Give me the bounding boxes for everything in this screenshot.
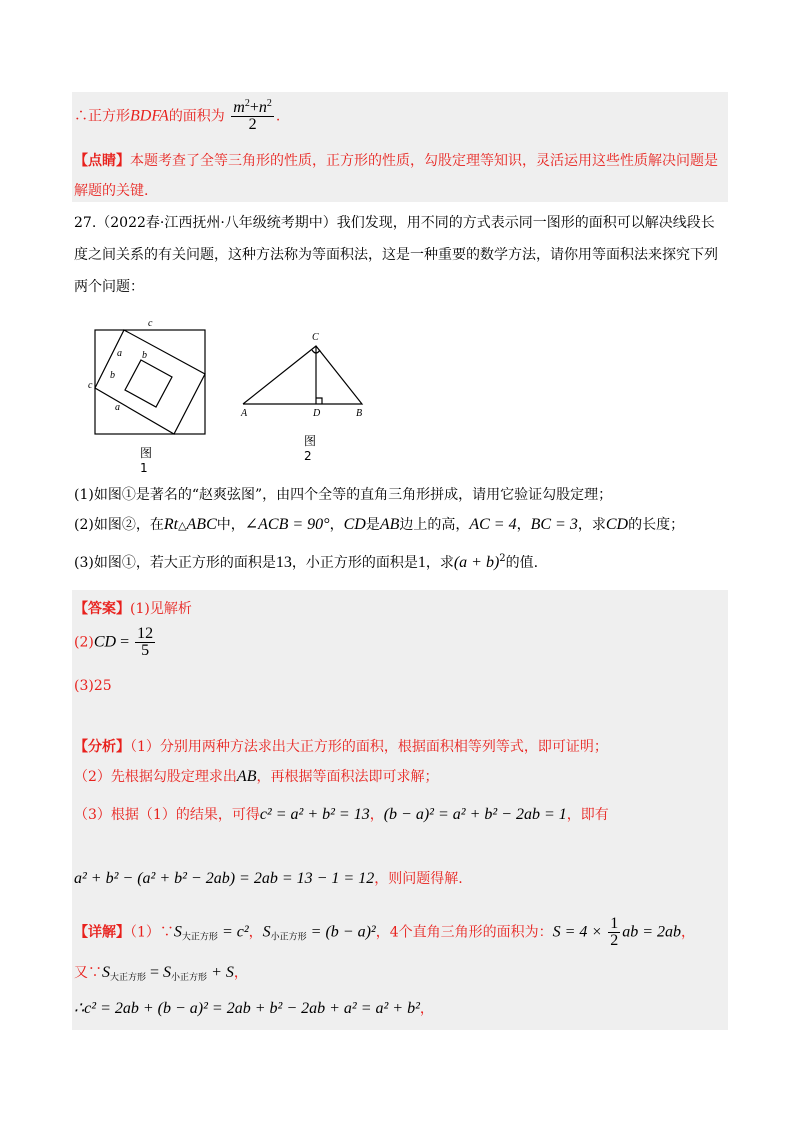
figure-svg: [88, 316, 388, 466]
answer-line-1: 【答案】(1)见解析: [74, 601, 192, 617]
fig1-label-b2: b: [110, 370, 115, 381]
half-fraction: $\frac{1}{2}$: [610, 915, 619, 949]
fig2-label-D: D: [313, 408, 321, 419]
sub-question-2: (2)如图②，在Rt△ABC中，∠ACB = 90°，CD是AB边上的高，AC = 4，BC = 3，求CD的长度；: [74, 516, 685, 533]
analysis-line-4: a² + b² − (a² + b² − 2ab) = 2ab = 13 − 1 = 12，则问题得解.: [74, 870, 463, 887]
question-line-3: 两个问题：: [74, 279, 144, 295]
right-angle-mark-D: [316, 398, 322, 404]
dianjing-line-2: 解题的关键.: [74, 183, 149, 199]
fig1-label-b1: b: [142, 350, 147, 361]
answer-line-2: (2)CD = $\frac{12}{5}$: [74, 625, 154, 659]
question-line-1: 27.（2022春·江西抚州·八年级统考期中）我们发现，用不同的方式表示同一图形的面积可以解决线段长: [74, 215, 715, 231]
fig1-label-c-left: c: [88, 380, 93, 391]
question-line-2: 度之间关系的有关问题，这种方法称为等面积法，这是一种重要的数学方法，请你用等面积法来探究下列: [74, 247, 718, 263]
detail-line-2: 又$\because S_{大正方形} = S_{小正方形} + S$，: [74, 964, 248, 983]
detail-line-1: 【详解】$(1)\because S_{大正方形} = c^2$，$S_{小正方形} = (b - a)^2$，4个直角三角形的面积为：S = 4 × $\frac{1}{2}$ ab = 2ab，: [74, 915, 696, 949]
zhao-shuang-figure: [95, 330, 205, 434]
analysis-line-2: （2）先根据勾股定理求出AB，再根据等面积法即可求解；: [74, 768, 439, 785]
fig1-label-a2: a: [115, 402, 120, 413]
area-fraction: $\frac{m^2+n^2}{2}$: [233, 98, 272, 133]
fig1-label-c-top: c: [148, 318, 153, 329]
sub-question-3: (3)如图①，若大正方形的面积是13，小正方形的面积是1，求$(a + b)^2$的值.: [74, 553, 539, 571]
dianjing-line-1: 【点睛】本题考查了全等三角形的性质，正方形的性质，勾股定理等知识，灵活运用这些性质解决问题是: [74, 153, 718, 169]
right-triangle-figure: [243, 346, 362, 404]
figure1-caption: 图1: [140, 446, 153, 475]
fig1-label-a1: a: [117, 348, 122, 359]
inner-square: [95, 330, 205, 434]
fig2-label-B: B: [356, 408, 363, 419]
cd-fraction: $\frac{12}{5}$: [137, 625, 154, 659]
analysis-line-3: （3）根据（1）的结果，可得c² = a² + b² = 13，(b − a)² = a² + b² − 2ab = 1，即有: [74, 806, 609, 823]
figure2-caption: 图2: [304, 434, 317, 463]
sub-question-1: (1)如图①是著名的“赵爽弦图”，由四个全等的直角三角形拼成，请用它验证勾股定理；: [74, 487, 613, 503]
big-square: [95, 330, 205, 434]
fig2-label-A: A: [241, 408, 248, 419]
detail-line-3: ∴c² = 2ab + (b − a)² = 2ab + b² − 2ab + a² = a² + b²，: [74, 1000, 434, 1017]
area-conclusion-line: ∴正方形BDFA的面积为 $\frac{m^2+n^2}{2}$ .: [74, 98, 281, 133]
answer-line-3: (3)25: [74, 678, 112, 694]
small-square: [125, 360, 172, 407]
analysis-line-1: 【分析】（1）分别用两种方法求出大正方形的面积，根据面积相等列等式，即可证明；: [74, 739, 608, 755]
fig2-label-C: C: [312, 332, 319, 343]
